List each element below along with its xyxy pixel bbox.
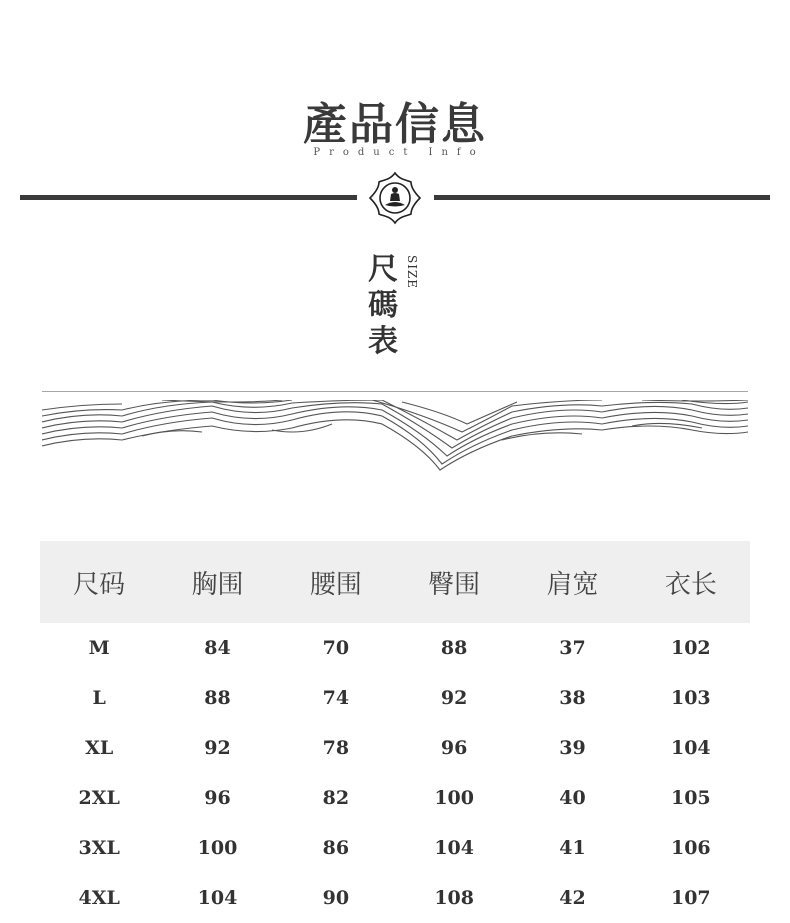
table-row	[40, 773, 750, 823]
size-table	[40, 541, 750, 923]
table-cell: L	[92, 687, 106, 709]
table-cell: 103	[670, 687, 711, 709]
table-cell: 84	[204, 637, 231, 659]
column-header: 腰围	[309, 569, 362, 600]
table-cell: 107	[670, 887, 711, 909]
size-chart-title	[365, 252, 401, 360]
table-cell: 86	[322, 837, 350, 859]
table-cell: 70	[322, 637, 350, 659]
lotus-meditation-icon	[367, 170, 423, 226]
table-row	[40, 873, 750, 923]
table-cell: 104	[670, 737, 711, 759]
size-english-label: SIZE	[405, 255, 419, 290]
table-row	[40, 673, 750, 723]
table-cell: 78	[322, 737, 350, 759]
table-cell: 82	[322, 787, 350, 809]
table-cell: 96	[440, 737, 468, 759]
table-cell: 92	[204, 737, 231, 759]
table-cell: 88	[440, 637, 468, 659]
table-cell: 74	[322, 687, 350, 709]
table-cell: 100	[434, 787, 474, 809]
table-cell: 100	[197, 837, 238, 859]
size-title-char: 表	[368, 324, 398, 359]
table-row	[40, 623, 750, 673]
accent-divider	[42, 391, 748, 392]
column-header: 衣长	[664, 569, 717, 600]
table-cell: 3XL	[78, 837, 120, 859]
table-cell: 42	[559, 887, 586, 909]
table-cell: 38	[559, 687, 586, 709]
page-title: 產品信息	[303, 99, 487, 150]
column-header: 尺码	[73, 569, 126, 600]
table-row	[40, 723, 750, 773]
table-cell: 2XL	[78, 787, 120, 809]
table-cell: 37	[559, 637, 586, 659]
column-header: 胸围	[191, 569, 244, 600]
table-cell: 104	[197, 887, 238, 909]
table-header-row	[40, 541, 750, 623]
table-cell: 4XL	[78, 887, 120, 909]
table-cell: 104	[434, 837, 474, 859]
table-cell: 90	[322, 887, 350, 909]
table-cell: 92	[440, 687, 468, 709]
divider-right	[434, 195, 770, 200]
table-cell: 88	[204, 687, 231, 709]
table-row	[40, 823, 750, 873]
table-cell: 40	[559, 787, 586, 809]
table-cell: XL	[85, 737, 114, 759]
contour-mountains-decoration	[42, 400, 748, 480]
column-header: 肩宽	[546, 569, 599, 600]
table-cell: 96	[204, 787, 231, 809]
table-cell: 102	[670, 637, 711, 659]
column-header: 臀围	[428, 569, 481, 600]
table-cell: 105	[670, 787, 711, 809]
table-cell: 39	[559, 737, 586, 759]
table-cell: 41	[559, 837, 586, 859]
table-cell: M	[88, 637, 110, 659]
table-cell: 108	[434, 887, 474, 909]
size-title-char: 尺	[368, 252, 398, 287]
page-subtitle: Product Info	[313, 147, 485, 158]
divider-left	[20, 195, 357, 200]
table-cell: 106	[670, 837, 711, 859]
size-title-char: 碼	[368, 288, 398, 323]
